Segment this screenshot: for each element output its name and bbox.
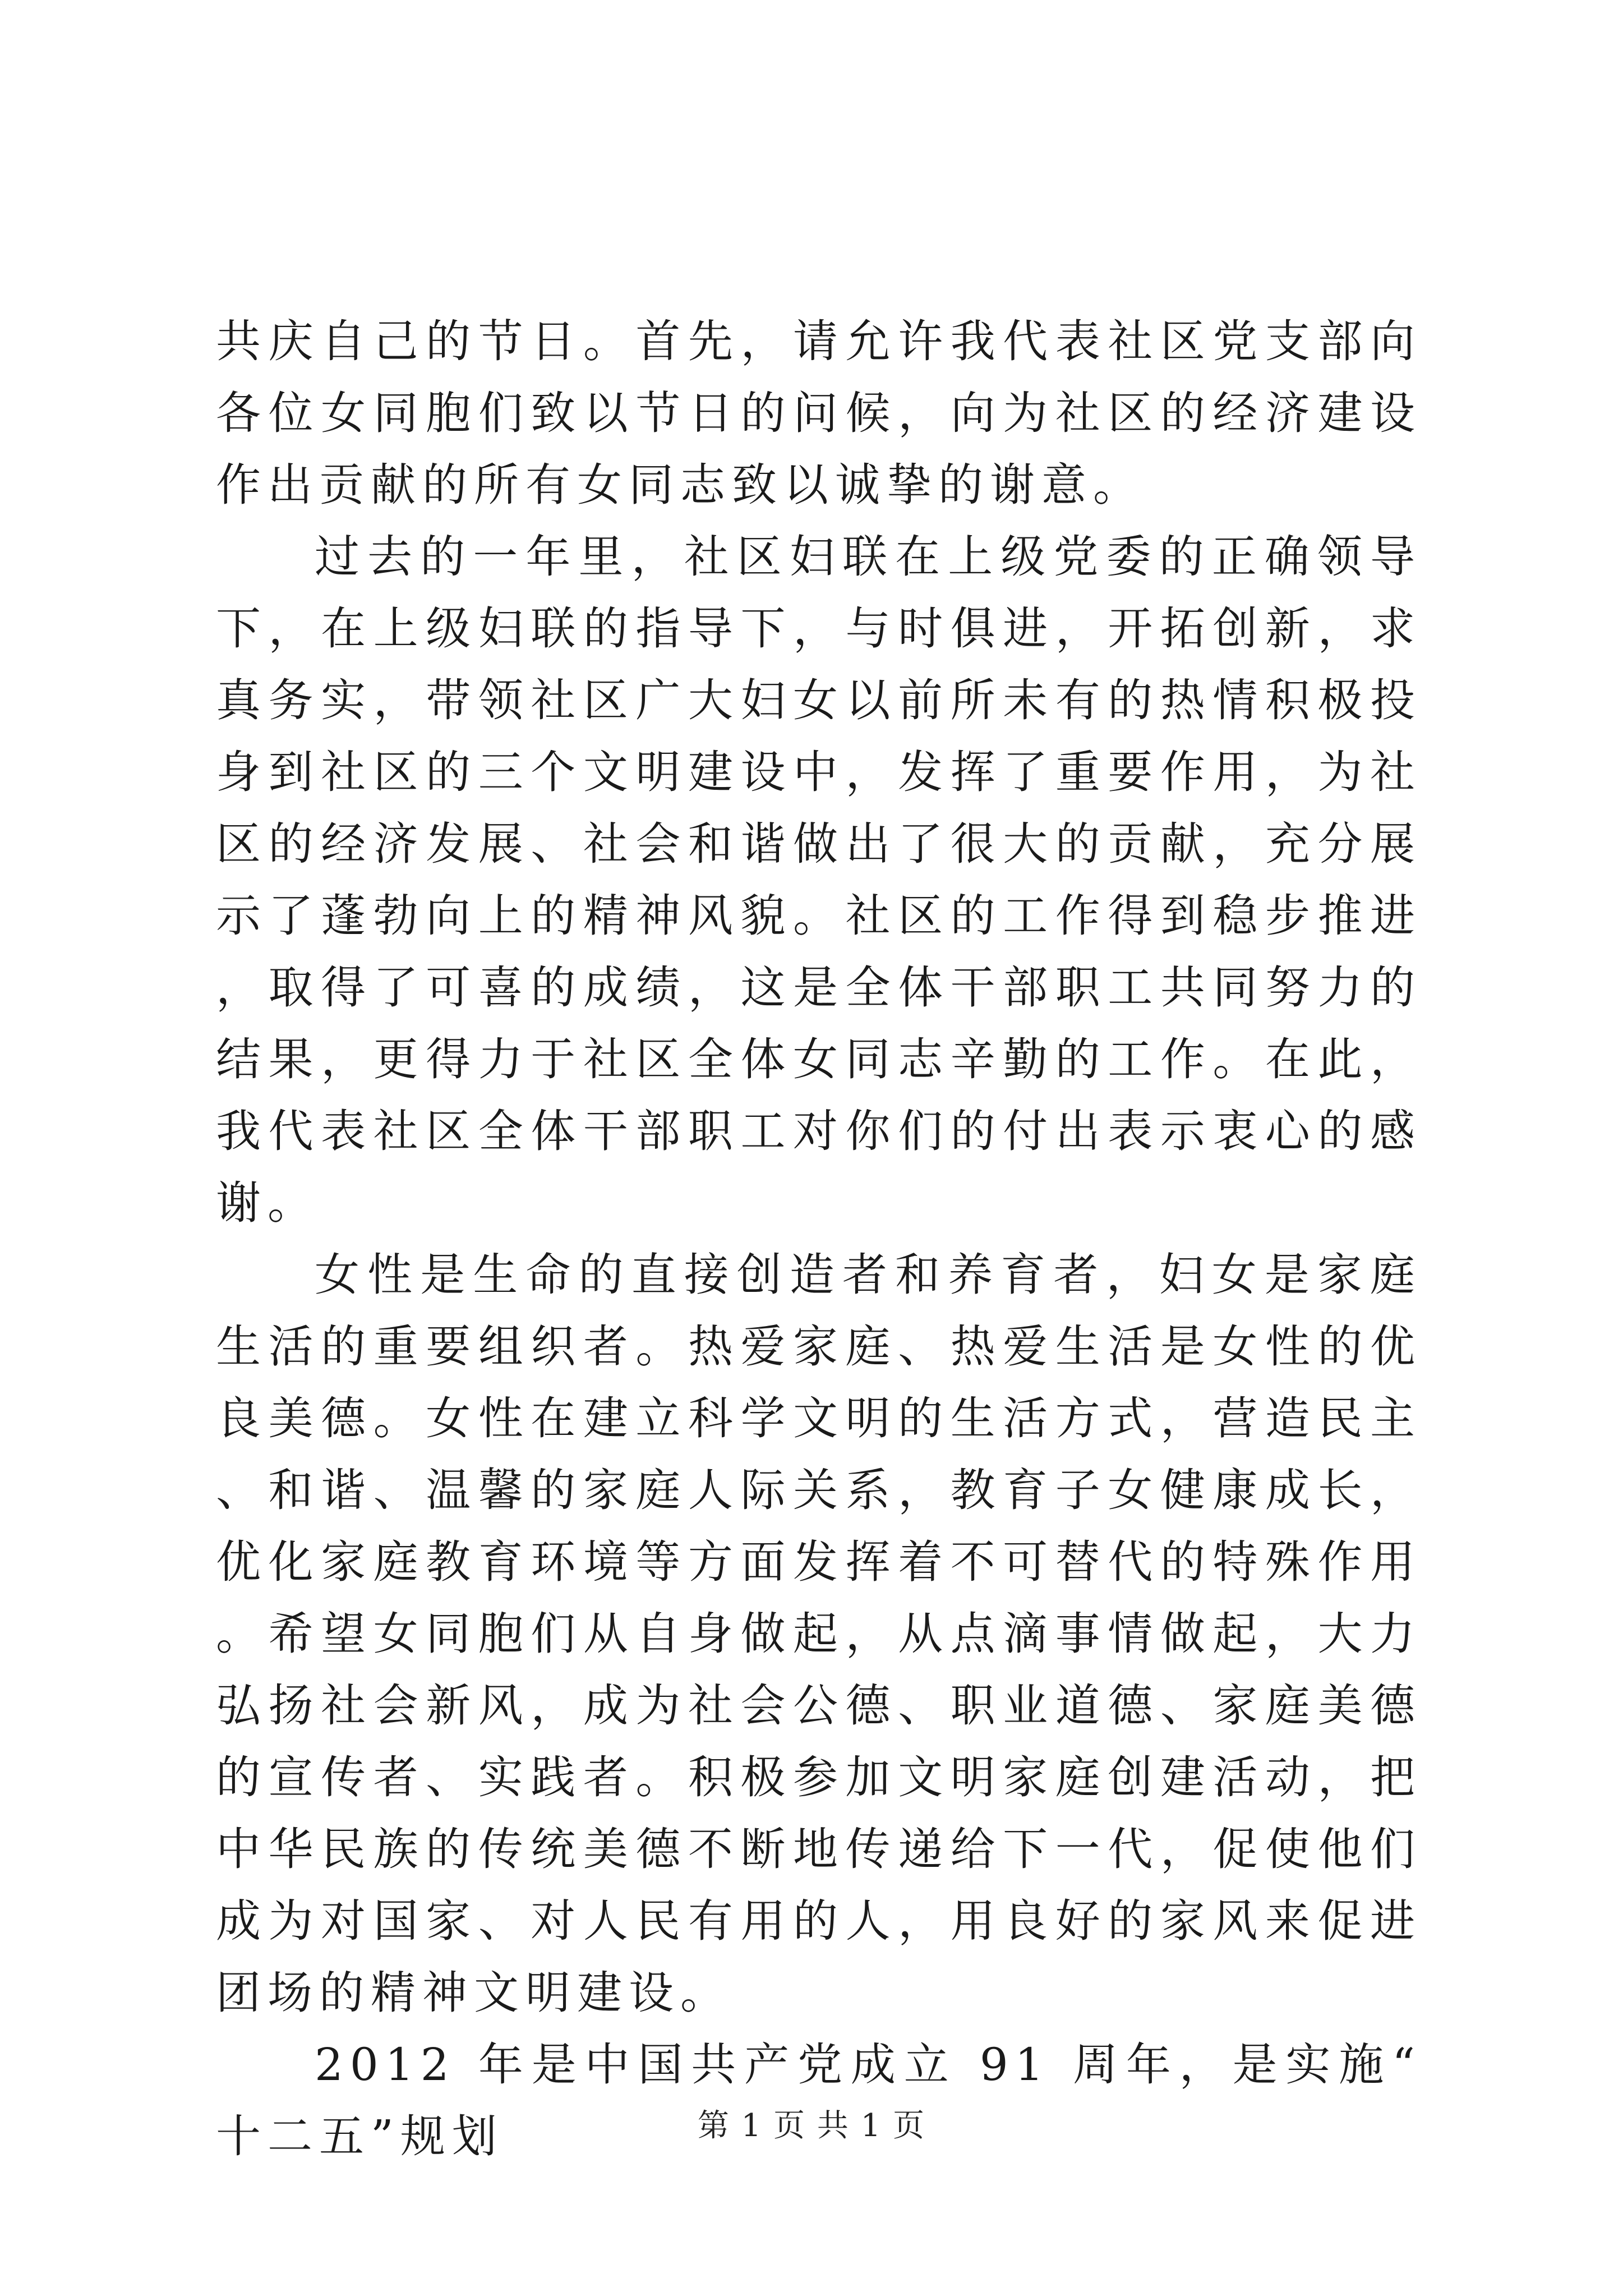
page-footer: 第 1 页 共 1 页	[697, 2108, 926, 2144]
document-body	[216, 306, 1422, 2173]
paragraph-1: 共庆自己的节日。首先，请允许我代表社区党支部向各位女同胞们致以节日的问候，向为社区的经济建设作出贡献的所有女同志致以诚挚的谢意。	[216, 315, 1422, 511]
paragraph-3: 女性是生命的直接创造者和养育者，妇女是家庭生活的重要组织者。热爱家庭、热爱生活是女性的优良美德。女性在建立科学文明的生活方式，营造民主、和谐、温馨的家庭人际关系，教育子女健康成长，优化家庭教育环境等方面发挥着不可替代的特殊作用。希望女同胞们从自身做起，从点滴事情做起，大力弘扬社会新风，成为社会公德、职业道德、家庭美德的宣传者、实践者。积极参加文明家庭创建活动，把中华民族的传统美德不断地传递给下一代，促使他们成为对国家、对人民有用的人，用良好的家风来促进团场的精神文明建设。	[216, 1249, 1422, 2019]
paragraph-2: 过去的一年里，社区妇联在上级党委的正确领导下，在上级妇联的指导下，与时俱进，开拓创新，求真务实，带领社区广大妇女以前所未有的热情积极投身到社区的三个文明建设中，发挥了重要作用，为社区的经济发展、社会和谐做出了很大的贡献，充分展示了蓬勃向上的精神风貌。社区的工作得到稳步推进，取得了可喜的成绩，这是全体干部职工共同努力的结果，更得力于社区全体女同志辛勤的工作。在此，我代表社区全体干部职工对你们的付出表示衷心的感谢。	[216, 531, 1422, 1229]
paragraph-4: 2012 年是中国共产党成立 91 周年，是实施“十二五”规划	[216, 2039, 1422, 2162]
